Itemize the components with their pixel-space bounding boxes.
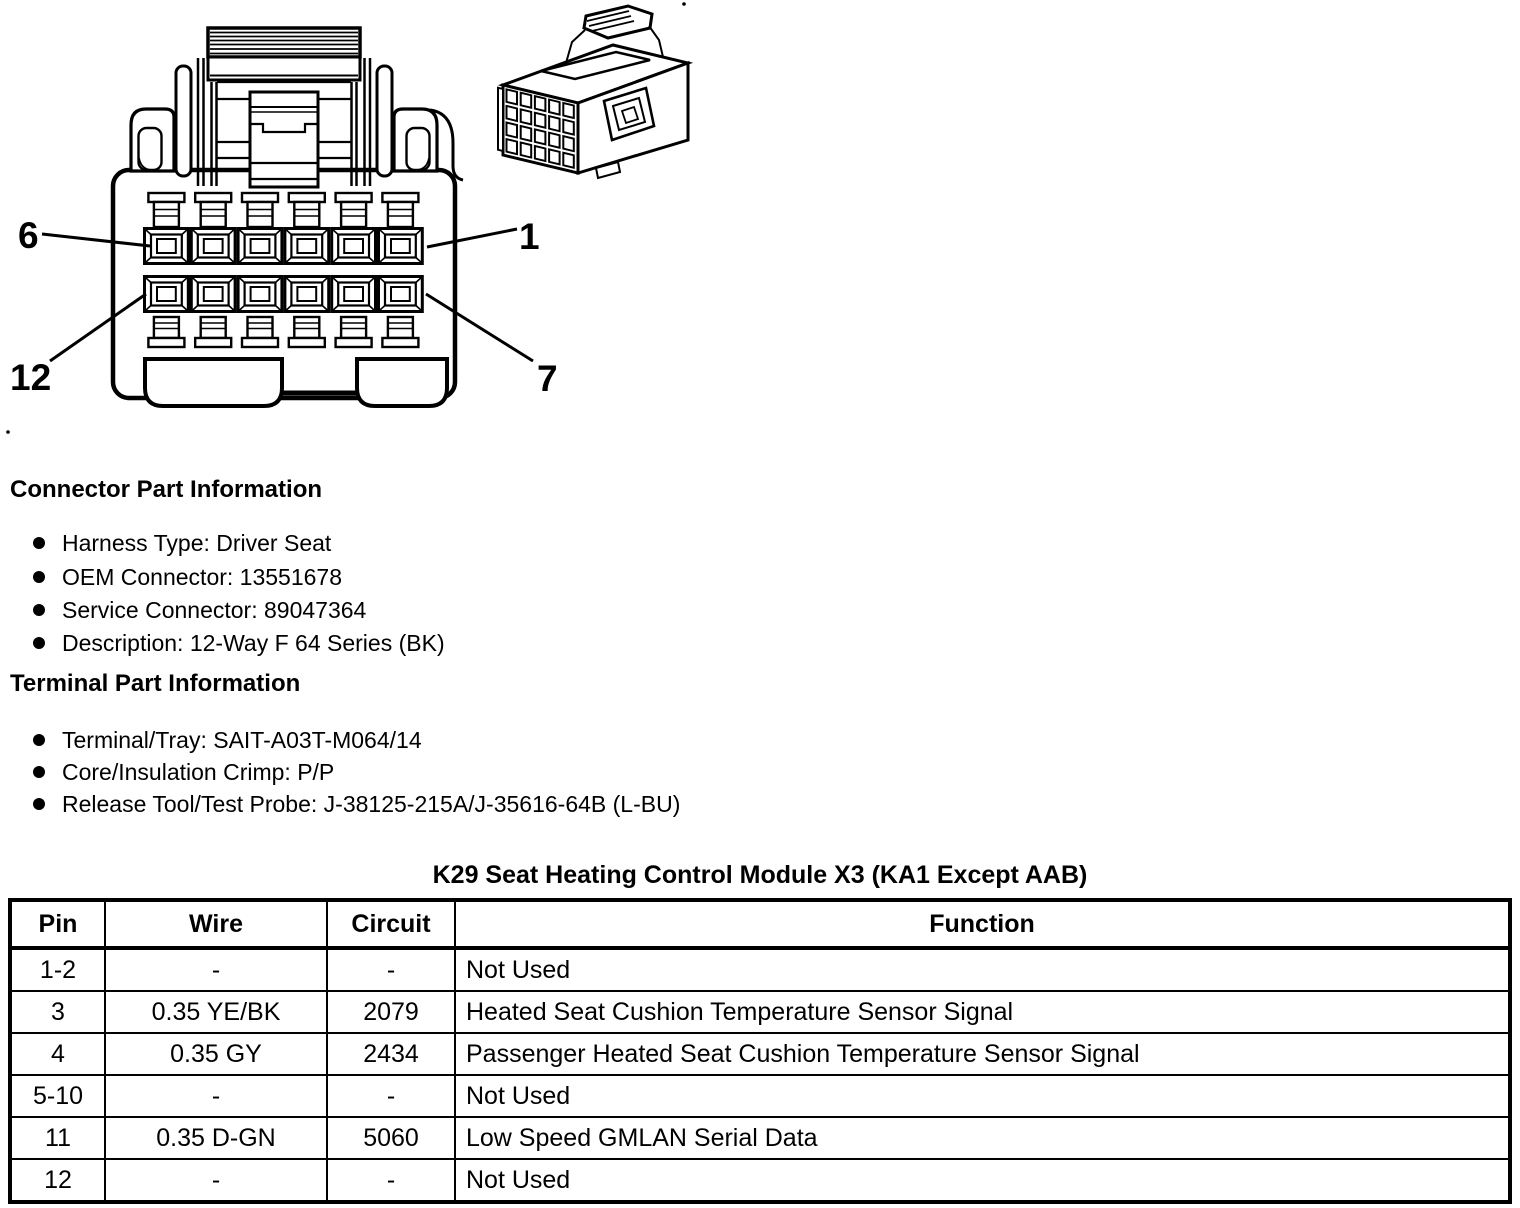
scan-dot — [682, 2, 686, 6]
pin-label-7: 7 — [537, 358, 558, 399]
bullet-icon — [33, 604, 45, 616]
terminal-info-heading: Terminal Part Information — [10, 670, 301, 697]
connector-diagram — [0, 0, 700, 460]
bullet-icon — [33, 637, 45, 649]
connector-front-view — [113, 28, 463, 406]
pin-cell: 4 — [10, 1033, 105, 1075]
pinout-table-title: K29 Seat Heating Control Module X3 (KA1 Except AAB) — [432, 861, 1088, 889]
function-cell: Low Speed GMLAN Serial Data — [455, 1117, 1510, 1159]
column-header-wire: Wire — [105, 900, 327, 948]
bullet-icon — [33, 571, 45, 583]
connector-perspective-view — [498, 6, 688, 178]
bullet-icon — [33, 537, 45, 549]
circuit-cell: - — [327, 1075, 455, 1117]
function-cell: Passenger Heated Seat Cushion Temperature Sensor Signal — [455, 1033, 1510, 1075]
column-header-pin: Pin — [10, 900, 105, 948]
wire-cell: - — [105, 948, 327, 991]
function-cell: Not Used — [455, 1075, 1510, 1117]
circuit-cell: - — [327, 1159, 455, 1202]
service-connector: Service Connector: 89047364 — [62, 596, 367, 623]
table-header-row — [10, 900, 1510, 948]
pin-label-1: 1 — [519, 216, 540, 257]
table-row — [10, 991, 1510, 1033]
scan-dot — [6, 430, 10, 434]
wire-cell: 0.35 YE/BK — [105, 991, 327, 1033]
table-row — [10, 1033, 1510, 1075]
circuit-cell: 5060 — [327, 1117, 455, 1159]
function-cell: Not Used — [455, 948, 1510, 991]
pin-cell: 11 — [10, 1117, 105, 1159]
list-item — [33, 530, 331, 556]
function-cell: Not Used — [455, 1159, 1510, 1202]
column-header-circuit: Circuit — [327, 900, 455, 948]
oem-connector: OEM Connector: 13551678 — [62, 563, 343, 590]
bullet-icon — [33, 766, 45, 778]
connector-info-heading: Connector Part Information — [10, 476, 323, 503]
column-header-function: Function — [455, 900, 1510, 948]
wire-cell: - — [105, 1159, 327, 1202]
pin-cavities-row-1 — [145, 228, 423, 265]
core-insulation-crimp: Core/Insulation Crimp: P/P — [62, 758, 335, 785]
circuit-cell: - — [327, 948, 455, 991]
pin-cavities-row-2 — [145, 276, 423, 313]
wire-cell: 0.35 D-GN — [105, 1117, 327, 1159]
connector-description: Description: 12-Way F 64 Series (BK) — [62, 629, 445, 656]
list-item — [33, 597, 366, 623]
circuit-cell: 2434 — [327, 1033, 455, 1075]
list-item — [33, 630, 445, 656]
bullet-icon — [33, 798, 45, 810]
connector-latch — [250, 92, 318, 187]
pin-cell: 5-10 — [10, 1075, 105, 1117]
list-item — [33, 727, 422, 753]
terminal-tray: Terminal/Tray: SAIT-A03T-M064/14 — [62, 726, 422, 753]
pinout-table — [8, 898, 1512, 1204]
table-row — [10, 1117, 1510, 1159]
bullet-icon — [33, 734, 45, 746]
harness-type: Harness Type: Driver Seat — [62, 529, 332, 556]
pin-cell: 1-2 — [10, 948, 105, 991]
list-item — [33, 791, 680, 817]
table-row — [10, 1075, 1510, 1117]
pin-label-12: 12 — [10, 357, 52, 398]
function-cell: Heated Seat Cushion Temperature Sensor Signal — [455, 991, 1510, 1033]
list-item — [33, 564, 342, 590]
release-tool-test-probe: Release Tool/Test Probe: J-38125-215A/J-35616-64B (L-BU) — [62, 790, 681, 817]
wire-cell: - — [105, 1075, 327, 1117]
circuit-cell: 2079 — [327, 991, 455, 1033]
list-item — [33, 759, 334, 785]
table-row — [10, 948, 1510, 991]
pin-cell: 3 — [10, 991, 105, 1033]
table-row — [10, 1159, 1510, 1202]
pin-cell: 12 — [10, 1159, 105, 1202]
pin-label-6: 6 — [18, 215, 39, 256]
wire-cell: 0.35 GY — [105, 1033, 327, 1075]
